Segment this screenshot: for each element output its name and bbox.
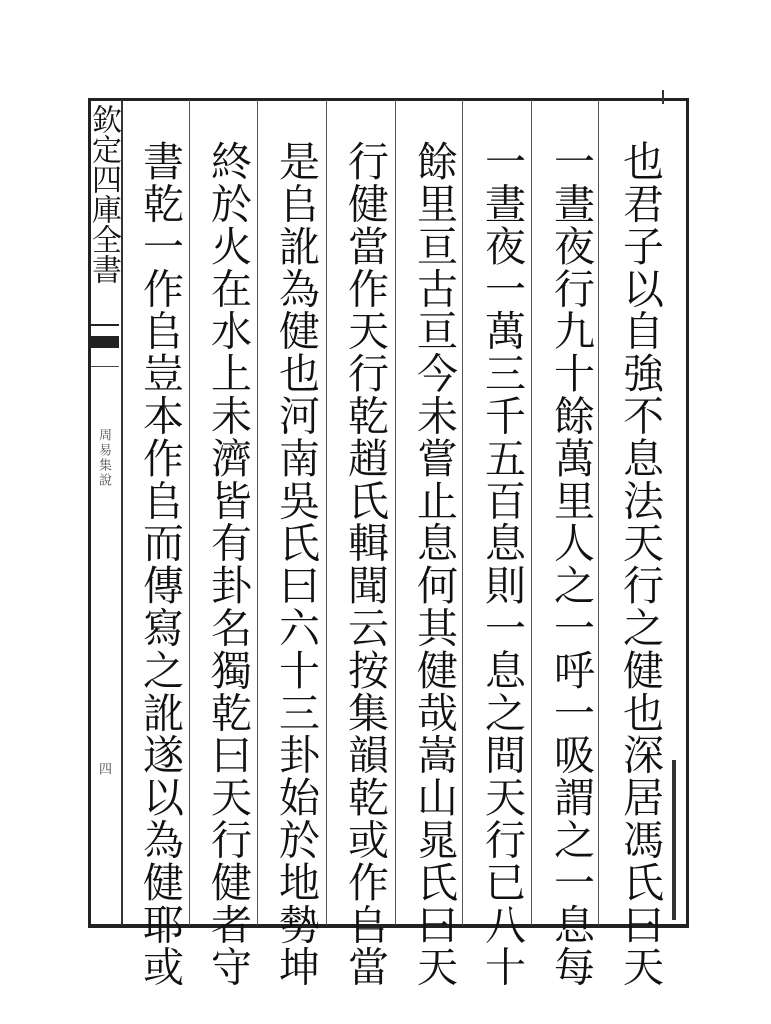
column-divider-line [326, 100, 327, 925]
text-column-2: 一晝夜行九十餘萬里人之一呼一吸謂之一息每 [547, 140, 595, 988]
fish-tail-block [91, 336, 119, 348]
margin-page-number: 四 [96, 762, 111, 775]
ink-stain [672, 760, 676, 920]
margin-book-title: 周易集說 [96, 428, 111, 488]
fish-tail-rule [91, 324, 119, 326]
ink-speck [662, 90, 664, 104]
column-divider-line [395, 100, 396, 925]
text-column-7: 終於火在水上未濟皆有卦名獨乾曰天行健者守 [204, 140, 252, 988]
text-column-5: 行健當作天行乾趙氏輯聞云按集韻乾或作𠂤當 [341, 140, 389, 988]
frame-right-border [686, 98, 689, 928]
margin-divider-line [121, 100, 123, 925]
text-column-1: 也君子以自強不息法天行之健也深居馮氏曰天 [616, 140, 664, 988]
text-column-6: 是𠂤訛為健也河南吳氏曰六十三卦始於地勢坤 [272, 140, 320, 988]
text-column-8: 書乾一作𠂤豈本作𠂤而傳寫之訛遂以為健耶或 [136, 140, 184, 988]
margin-collection-title: 欽定四庫全書 [86, 104, 121, 284]
text-column-4: 餘里亘古亘今未嘗止息何其健哉嵩山晁氏曰天 [410, 140, 458, 988]
text-column-3: 一晝夜一萬三千五百息則一息之間天行已八十 [478, 140, 526, 988]
fish-tail-rule [91, 366, 119, 367]
